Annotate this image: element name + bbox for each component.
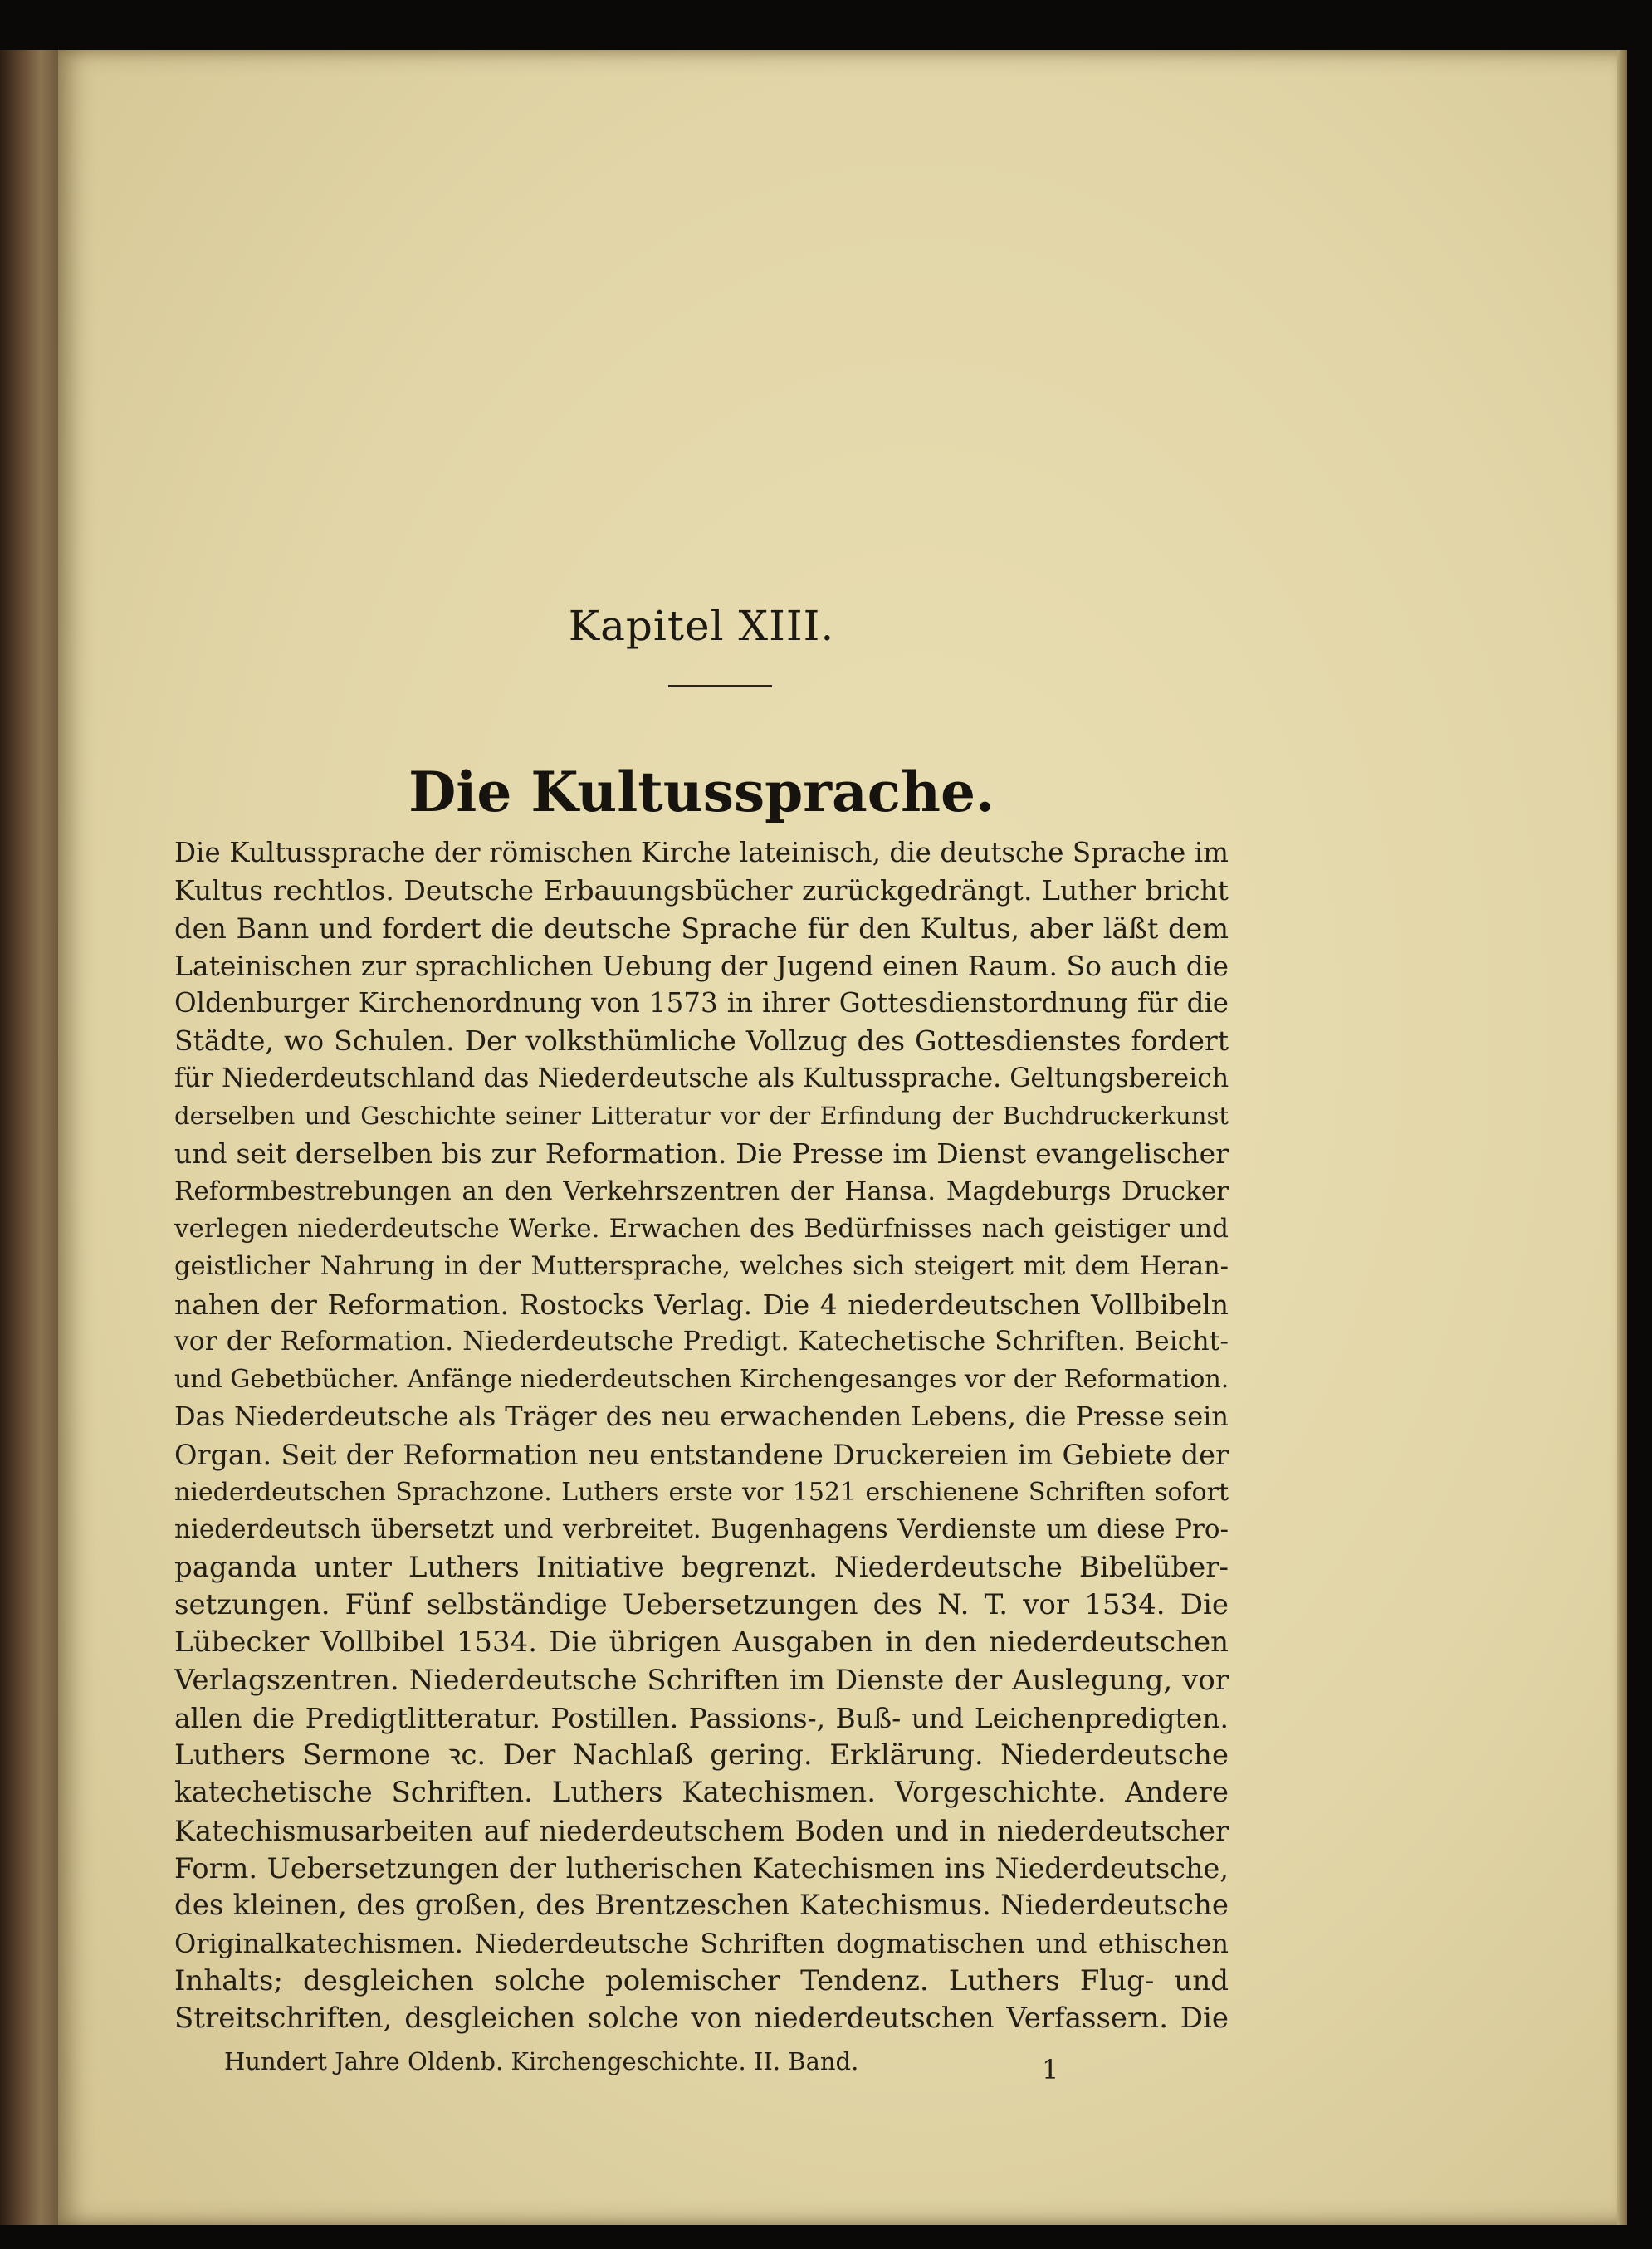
body-line: verlegen niederdeutsche Werke. Erwachen des Bedürfnisses nach geistiger und xyxy=(174,1213,1229,1244)
body-line: Inhalts; desgleichen solche polemischer Tendenz. Luthers Flug- und xyxy=(174,1963,1229,1997)
body-line: geistlicher Nahrung in der Muttersprache, welches sich steigert mit dem Heran- xyxy=(174,1252,1229,1282)
title-rule xyxy=(668,685,772,687)
body-text xyxy=(174,834,1229,2038)
chapter-title: Kapitel XIII. xyxy=(568,602,835,650)
body-line: derselben und Geschichte seiner Litteratur vor der Erfindung der Buchdruckerkunst xyxy=(174,1102,1229,1131)
page-number: 1 xyxy=(1042,2054,1059,2085)
body-line: vor der Reformation. Niederdeutsche Predigt. Katechetische Schriften. Beicht- xyxy=(174,1326,1229,1357)
body-line: Städte, wo Schulen. Der volksthümliche Vollzug des Gottesdienstes fordert xyxy=(174,1024,1229,1058)
page-content xyxy=(174,50,1229,2225)
body-line: setzungen. Fünf selbständige Uebersetzungen des N. T. vor 1534. Die xyxy=(174,1587,1229,1621)
body-line: paganda unter Luthers Initiative begrenzt. Niederdeutsche Bibelüber- xyxy=(174,1550,1229,1584)
body-line: niederdeutsch übersetzt und verbreitet. Bugenhagens Verdienste um diese Pro- xyxy=(174,1514,1229,1545)
body-line: und seit derselben bis zur Reformation. Die Presse im Dienst evangelischer xyxy=(174,1137,1229,1171)
body-line: für Niederdeutschland das Niederdeutsche als Kultussprache. Geltungsbereich xyxy=(174,1063,1229,1093)
body-line: des kleinen, des großen, des Brentzeschen Katechismus. Niederdeutsche xyxy=(174,1889,1229,1923)
body-line: Form. Uebersetzungen der lutherischen Katechismen ins Niederdeutsche, xyxy=(174,1852,1229,1885)
body-line: niederdeutschen Sprachzone. Luthers erste vor 1521 erschienene Schriften sofort xyxy=(174,1478,1229,1508)
footer-title: Hundert Jahre Oldenb. Kirchengeschichte. II. Band. xyxy=(224,2047,859,2075)
body-line: Luthers Sermone ꝛc. Der Nachlaß gering. Erklärung. Niederdeutsche xyxy=(174,1738,1229,1772)
book-page xyxy=(58,50,1627,2225)
body-line: und Gebetbücher. Anfänge niederdeutschen Kirchengesanges vor der Reformation. xyxy=(174,1365,1229,1395)
body-line: Lübecker Vollbibel 1534. Die übrigen Ausgaben in den niederdeutschen xyxy=(174,1626,1229,1660)
body-line: allen die Predigtlitteratur. Postillen. Passions-, Buß- und Leichenpredigten. xyxy=(174,1701,1229,1734)
body-line: Das Niederdeutsche als Träger des neu erwachenden Lebens, die Presse sein xyxy=(174,1401,1229,1433)
body-line: Streitschriften, desgleichen solche von niederdeutschen Verfassern. Die xyxy=(174,2002,1229,2036)
body-line: Die Kultussprache der römischen Kirche lateinisch, die deutsche Sprache im xyxy=(174,837,1229,868)
page-edge xyxy=(1617,50,1627,2225)
body-line: Verlagszentren. Niederdeutsche Schriften im Dienste der Auslegung, vor xyxy=(174,1663,1229,1697)
body-line: Oldenburger Kirchenordnung von 1573 in ihrer Gottesdienstordnung für die xyxy=(174,987,1229,1019)
body-line: nahen der Reformation. Rostocks Verlag. Die 4 niederdeutschen Vollbibeln xyxy=(174,1288,1229,1321)
body-line: Lateinischen zur sprachlichen Uebung der Jugend einen Raum. So auch die xyxy=(174,949,1229,982)
body-line: Organ. Seit der Reformation neu entstandene Druckereien im Gebiete der xyxy=(174,1438,1229,1471)
body-line: Katechismusarbeiten auf niederdeutschem Boden und in niederdeutscher xyxy=(174,1814,1229,1847)
section-heading: Die Kultussprache. xyxy=(408,760,995,824)
book-spine xyxy=(0,50,58,2225)
body-line: katechetische Schriften. Luthers Katechismen. Vorgeschichte. Andere xyxy=(174,1776,1229,1810)
body-line: den Bann und fordert die deutsche Sprache für den Kultus, aber läßt dem xyxy=(174,912,1229,945)
body-line: Reformbestrebungen an den Verkehrszentren der Hansa. Magdeburgs Drucker xyxy=(174,1176,1229,1206)
body-line: Originalkatechismen. Niederdeutsche Schriften dogmatischen und ethischen xyxy=(174,1927,1229,1959)
body-line: Kultus rechtlos. Deutsche Erbauungsbücher zurückgedrängt. Luther bricht xyxy=(174,874,1229,907)
